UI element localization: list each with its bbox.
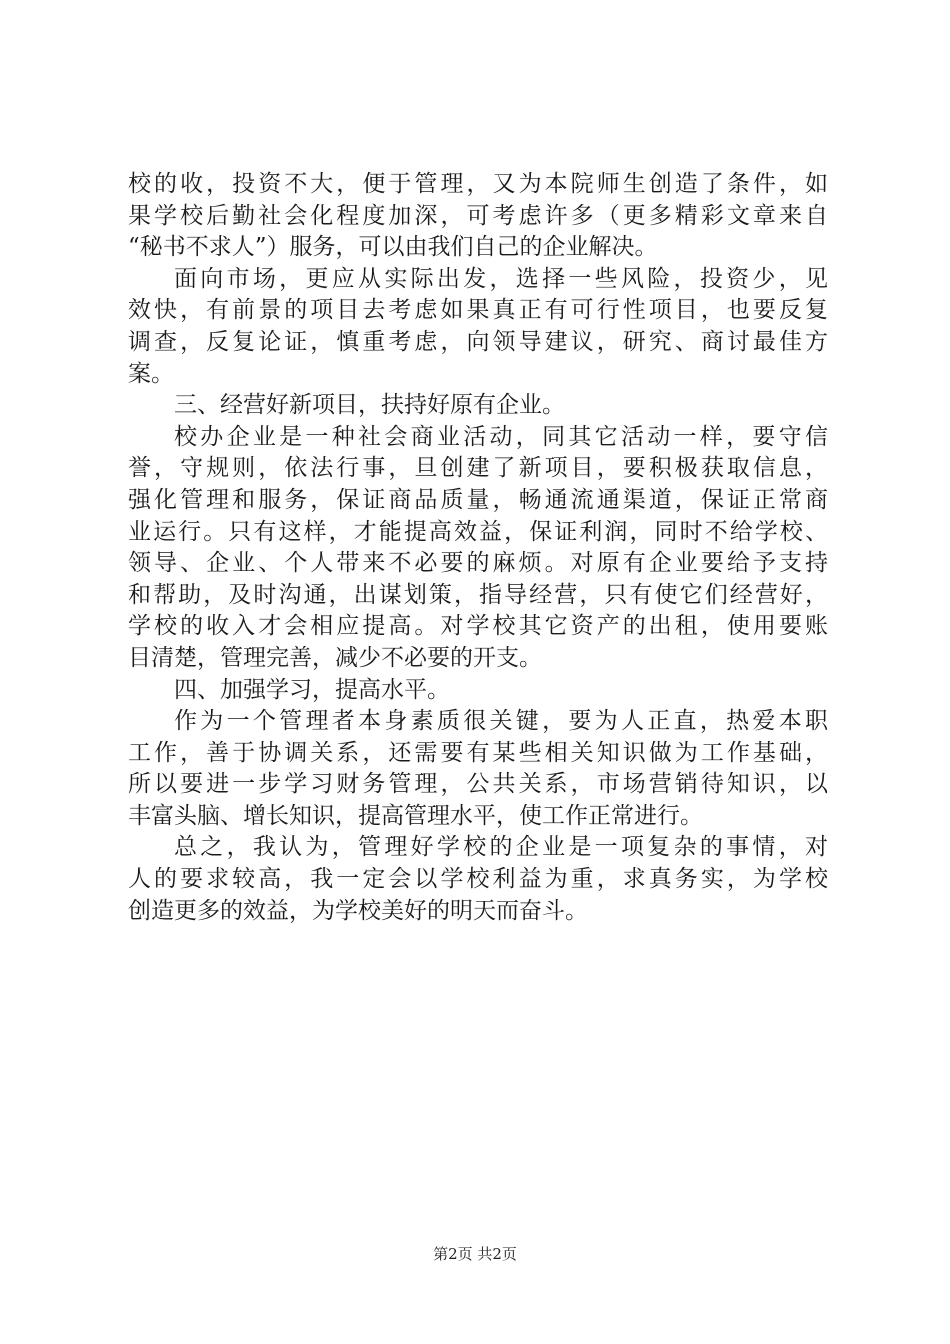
text-line: 业运行。只有这样，才能提高效益，保证利润，同时不给学校、 <box>128 518 828 545</box>
text-line: 调查，反复论证，慎重考虑，向领导建议，研究、商讨最佳方 <box>128 328 828 355</box>
text-line: 总之，我认为，管理好学校的企业是一项复杂的事情，对 <box>174 834 828 861</box>
text-line: 校办企业是一种社会商业活动，同其它活动一样，要守信 <box>174 423 828 450</box>
text-line: 所以要进一步学习财务管理，公共关系，市场营销待知识，以 <box>128 771 828 798</box>
text-line: 三、经营好新项目，扶持好原有企业。 <box>174 392 565 419</box>
text-line: “秘书不求人”）服务，可以由我们自己的企业解决。 <box>128 234 658 261</box>
text-line: 目清楚，管理完善，减少不必要的开支。 <box>128 644 542 671</box>
text-line: 工作，善于协调关系，还需要有某些相关知识做为工作基础， <box>128 739 828 766</box>
text-line: 和帮助，及时沟通，出谋划策，指导经营，只有使它们经营好， <box>128 581 828 608</box>
document-body <box>128 169 828 927</box>
text-line: 效快，有前景的项目去考虑如果真正有可行性项目，也要反复 <box>128 297 828 324</box>
text-line: 案。 <box>128 360 174 387</box>
text-line: 强化管理和服务，保证商品质量，畅通流通渠道，保证正常商 <box>128 486 828 513</box>
page-footer: 第2页 共2页 <box>433 1245 517 1263</box>
text-line: 丰富头脑、增长知识，提高管理水平，使工作正常进行。 <box>128 802 703 829</box>
text-line: 校的收，投资不大，便于管理，又为本院师生创造了条件，如 <box>128 171 828 197</box>
text-line: 果学校后勤社会化程度加深，可考虑许多（更多精彩文章来自 <box>128 202 828 229</box>
text-line: 人的要求较高，我一定会以学校利益为重，求真务实，为学校 <box>128 866 828 893</box>
text-line: 作为一个管理者本身素质很关键，要为人正直，热爱本职 <box>174 708 828 735</box>
text-line: 四、加强学习，提高水平。 <box>174 676 450 703</box>
text-line: 面向市场，更应从实际出发，选择一些风险，投资少，见 <box>174 265 828 292</box>
text-line: 学校的收入才会相应提高。对学校其它资产的出租，使用要账 <box>128 613 828 640</box>
text-line: 领导、企业、个人带来不必要的麻烦。对原有企业要给予支持 <box>128 550 828 577</box>
text-line: 创造更多的效益，为学校美好的明天而奋斗。 <box>128 897 588 924</box>
text-line: 誉，守规则，依法行事，旦创建了新项目，要积极获取信息， <box>128 455 828 482</box>
